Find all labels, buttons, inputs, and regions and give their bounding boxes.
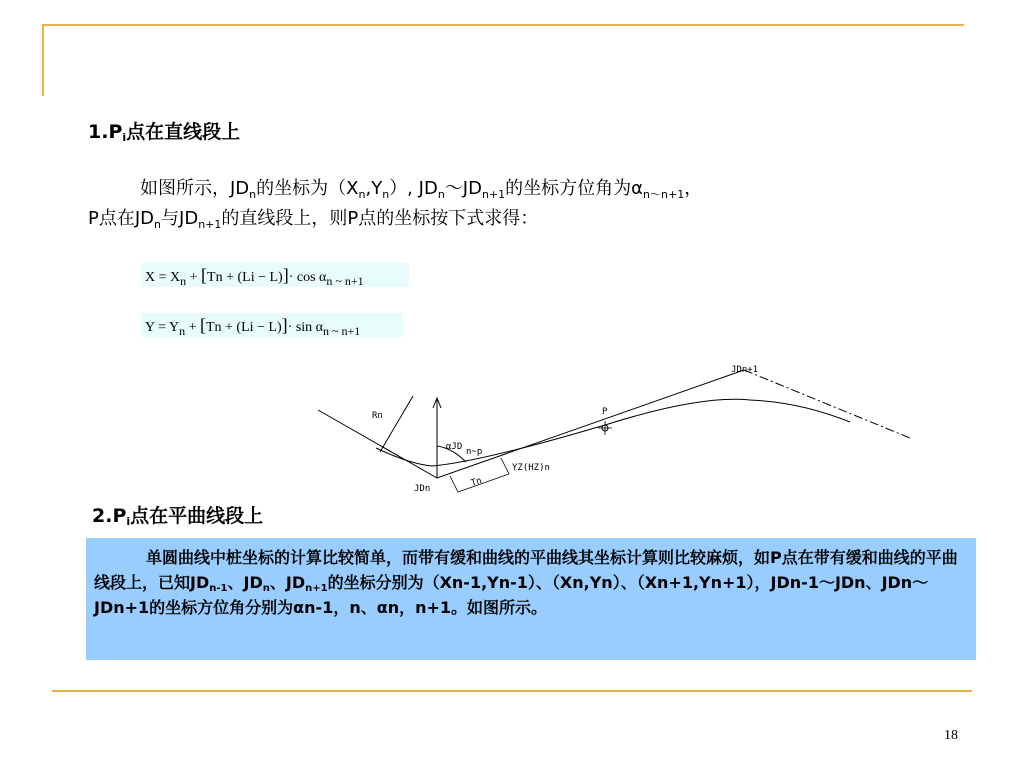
para-text: ,Y	[365, 178, 383, 199]
para-text: 的坐标方位角为α	[505, 178, 644, 199]
heading-2-suffix: 点在平曲线段上	[130, 505, 264, 527]
note-text: 、JD	[227, 573, 263, 592]
label-rn: Rn	[372, 411, 383, 421]
para-text: P点在JD	[88, 208, 155, 229]
formula-y-bracket-expr: Tn + (Li − L)	[205, 320, 282, 335]
page-number: 18	[944, 728, 958, 743]
para-sub: n	[437, 188, 445, 201]
curve-line	[376, 399, 850, 466]
note-sub: n	[262, 583, 270, 594]
label-alpha-sub: n~p	[466, 447, 483, 457]
formula-y-sub: n	[179, 324, 186, 338]
label-jdn: JDn	[414, 484, 431, 494]
label-yz: YZ(HZ)n	[512, 463, 550, 473]
bottom-decoration-line	[52, 690, 972, 692]
formula-y-plus: +	[188, 320, 197, 335]
label-p: P	[602, 407, 608, 417]
para-text: 的坐标为（X	[256, 178, 359, 199]
formula-x-sub: n	[180, 274, 187, 288]
radius-line	[380, 396, 413, 452]
para-sub: n+1	[481, 188, 506, 201]
label-jdn1: JDn+1	[731, 365, 759, 375]
para-sub: n	[358, 188, 366, 201]
para-text: ，	[684, 178, 703, 199]
section-heading-2	[92, 505, 263, 527]
formula-y-bracket-close: ]	[281, 315, 288, 335]
para-text: 与JD	[161, 208, 199, 229]
para-sub: n	[249, 188, 257, 201]
heading-1-suffix: 点在直线段上	[126, 121, 241, 143]
formula-x-plus: +	[189, 270, 198, 285]
para-sub: n	[154, 218, 162, 231]
tangent-extension-line	[744, 370, 910, 438]
para-sub: n+1	[198, 218, 222, 231]
para-text: 如图所示，JD	[140, 178, 250, 199]
note-sub: n-1	[209, 583, 228, 594]
para-text: ）, JD	[389, 178, 438, 199]
note-sub: n+1	[305, 583, 328, 594]
heading-1-subscript: i	[122, 131, 127, 144]
tangent-line	[318, 370, 744, 478]
note-text: 的坐标分别为（Xn-1,Yn-1）、（Xn,Yn）、（Xn+1,Yn+1），JDn-1～JDn、JDn～JDn+1的坐标方位角分别为αn-1，n、αn，n+1。如图所示。	[94, 573, 929, 617]
para-text: 的直线段上，则P点的坐标按下式求得：	[221, 208, 539, 229]
formula-y-lhs: Y = Y	[145, 320, 180, 335]
note-text: 、JD	[269, 573, 306, 592]
label-alpha: αJD	[446, 442, 463, 452]
formula-y-bracket-open: [	[199, 315, 206, 335]
formula-y-trig: · sin α	[287, 320, 323, 335]
note-text: 单圆曲线中桩坐标的计算比较简单，而带有缓和曲线的平曲线其坐标计算则比较麻烦，如P点在带有缓和曲线的平曲线段上，已知JD	[94, 548, 958, 592]
formula-y-angle-sub: n ~ n+1	[323, 324, 361, 338]
para-text: ～JD	[444, 178, 482, 199]
label-tn: Tn	[469, 475, 484, 489]
heading-2-text: 2.P	[92, 505, 127, 527]
formula-x-bracket-close: ]	[282, 265, 289, 285]
formula-x-lhs: X = X	[145, 270, 181, 285]
para-sub: n	[382, 188, 390, 201]
heading-2-subscript: i	[126, 515, 131, 528]
note-box	[86, 538, 976, 660]
heading-1-text: 1.P	[88, 121, 123, 143]
para-sub: n～n+1	[643, 188, 685, 201]
formula-x-trig: · cos α	[288, 270, 327, 285]
formula-x-bracket-expr: Tn + (Li − L)	[207, 270, 283, 285]
formula-x-bracket-open: [	[201, 265, 208, 285]
formula-x-angle-sub: n ~ n+1	[326, 274, 364, 288]
